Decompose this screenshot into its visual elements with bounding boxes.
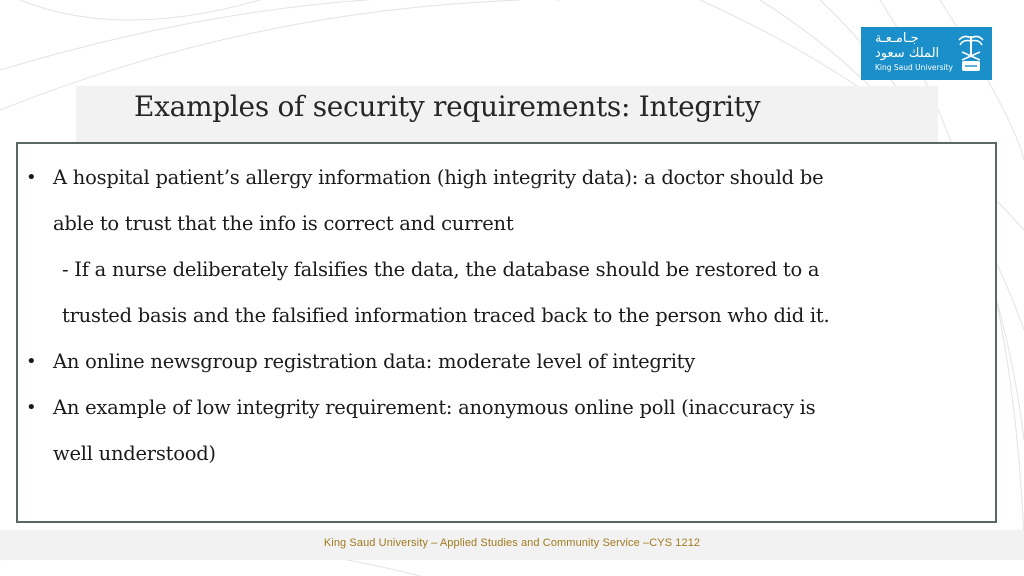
sub-point-line-2: trusted basis and the falsified information traced back to the person who did it. (62, 304, 830, 327)
palm-emblem-icon (956, 32, 986, 74)
bullet-icon: • (26, 167, 37, 188)
bullet-line-1-continued: able to trust that the info is correct and current (53, 212, 514, 235)
bullet-line-3-continued: well understood) (53, 442, 216, 465)
bullet-icon: • (26, 351, 37, 372)
university-logo (861, 27, 992, 80)
title-bar (76, 86, 938, 142)
footer-text: King Saud University – Applied Studies and Community Service –CYS 1212 (323, 537, 701, 549)
sub-point-line-1: - If a nurse deliberately falsifies the data, the database should be restored to a (62, 258, 820, 281)
bullet-line-1: A hospital patient’s allergy information (high integrity data): a doctor should be (53, 166, 824, 189)
logo-arabic-line2: الملك سعود (875, 46, 940, 61)
bullet-line-3: An example of low integrity requirement: anonymous online poll (inaccuracy is (53, 396, 816, 419)
logo-english-name: King Saud University (875, 63, 953, 72)
bullet-icon: • (26, 397, 37, 418)
content-box (16, 142, 997, 523)
logo-arabic-line1: جـامـعـة (875, 31, 919, 46)
slide-title: Examples of security requirements: Integrity (134, 90, 761, 123)
bullet-line-2: An online newsgroup registration data: moderate level of integrity (53, 350, 696, 373)
footer-bar (0, 530, 1024, 560)
